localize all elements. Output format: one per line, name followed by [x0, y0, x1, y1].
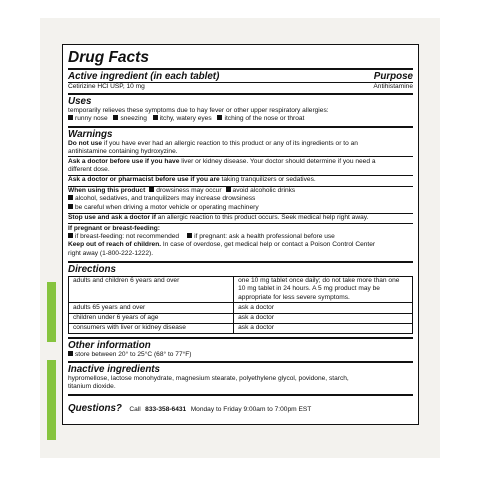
ask-pharmacist-label: Ask a doctor or pharmacist before use if you are — [68, 176, 220, 184]
bullet-icon — [153, 115, 158, 120]
directions-what: ask a doctor — [234, 313, 413, 323]
when-using-item: drowsiness may occur — [156, 187, 222, 195]
table-row — [69, 303, 413, 313]
uses-item: itchy, watery eyes — [159, 115, 212, 123]
ask-pharmacist-text: taking tranquilizers or sedatives. — [219, 176, 316, 184]
questions-heading: Questions? — [68, 402, 122, 414]
bullet-icon — [68, 233, 73, 238]
ask-doctor-label: Ask a doctor before use if you have — [68, 157, 180, 165]
pregnant-label: If pregnant or breast-feeding: — [68, 224, 160, 232]
bullet-icon — [113, 115, 118, 120]
directions-who: children under 6 years of age — [69, 313, 234, 323]
pregnant-item: if breast-feeding: not recommended — [75, 233, 180, 241]
questions-hours: Monday to Friday 9:00am to 7:00pm EST — [190, 405, 312, 413]
uses-item: runny nose — [75, 115, 108, 123]
inactive-ingredients-text: titanium dioxide. — [68, 383, 116, 391]
questions-section — [68, 396, 413, 417]
do-not-use-text: if you have ever had an allergic reaction to this product or any of its ingredients or to an — [102, 139, 358, 147]
table-row — [69, 313, 413, 323]
other-information-section — [68, 339, 413, 360]
active-ingredient-heading: Active ingredient (in each tablet) — [68, 71, 220, 82]
ask-doctor-text: liver or kidney disease. Your doctor should determine if you need a — [179, 157, 376, 165]
directions-what-line: 10 mg tablet in 24 hours. A 5 mg product may be — [238, 285, 380, 293]
directions-table — [68, 276, 413, 334]
stop-use-text: an allergic reaction to this product occurs. Seek medical help right away. — [155, 214, 369, 222]
panel-title: Drug Facts — [68, 49, 149, 66]
bullet-icon — [68, 195, 73, 200]
active-ingredient-value: Cetirizine HCl USP, 10 mg — [68, 83, 145, 90]
purpose-heading: Purpose — [373, 71, 413, 82]
uses-item: itching of the nose or throat — [224, 115, 305, 123]
directions-who: consumers with liver or kidney disease — [69, 323, 234, 333]
bullet-icon — [68, 351, 73, 356]
keep-out-text: right away (1-800-222-1222). — [68, 249, 154, 257]
table-row — [69, 323, 413, 333]
warnings-heading: Warnings — [68, 128, 113, 140]
green-stripe — [47, 360, 56, 400]
stop-use-block — [68, 213, 413, 224]
uses-section — [68, 95, 413, 124]
directions-who: adults 65 years and over — [69, 303, 234, 313]
ask-pharmacist-block — [68, 175, 413, 186]
directions-who: adults and children 6 years and over — [69, 276, 234, 303]
when-using-item: avoid alcoholic drinks — [232, 187, 296, 195]
green-stripe — [47, 282, 56, 342]
inactive-ingredients-heading: Inactive ingredients — [68, 364, 161, 376]
when-using-item: be careful when driving a motor vehicle or operating machinery — [75, 203, 259, 211]
do-not-use-block — [68, 140, 413, 156]
other-information-heading: Other information — [68, 339, 151, 351]
inactive-ingredients-section — [68, 363, 413, 392]
do-not-use-text: antihistamine containing hydroxyzine. — [68, 147, 178, 155]
keep-out-label: Keep out of reach of children. — [68, 241, 162, 249]
purpose-value: Antihistamine — [373, 83, 413, 90]
directions-what-line: appropriate for less severe symptoms. — [238, 293, 350, 301]
warnings-section — [68, 128, 413, 260]
bullet-icon — [149, 187, 154, 192]
uses-item: sneezing — [120, 115, 147, 123]
keep-out-text: In case of overdose, get medical help or contact a Poison Control Center — [161, 241, 376, 249]
directions-what: ask a doctor — [234, 323, 413, 333]
table-row — [69, 276, 413, 303]
do-not-use-label: Do not use — [68, 139, 103, 147]
pregnant-item: if pregnant: ask a health professional before use — [194, 233, 335, 241]
uses-heading: Uses — [68, 96, 92, 108]
green-stripe — [47, 400, 56, 440]
pregnant-block — [68, 223, 413, 258]
questions-call: Call — [129, 405, 141, 413]
other-information-item: store between 20° to 25°C (68° to 77°F) — [75, 350, 192, 358]
bullet-icon — [217, 115, 222, 120]
inactive-ingredients-text: hypromellose, lactose monohydrate, magnesium stearate, polyethylene glycol, povidone, starch, — [68, 375, 349, 383]
bullet-icon — [68, 204, 73, 209]
active-ingredient-section — [68, 70, 413, 92]
ask-doctor-block — [68, 156, 413, 175]
when-using-item: alcohol, sedatives, and tranquilizers may increase drowsiness — [75, 195, 256, 203]
questions-phone: 833-358-6431 — [145, 405, 187, 413]
drug-facts-panel — [62, 44, 419, 425]
stop-use-label: Stop use and ask a doctor if — [68, 214, 156, 222]
directions-what — [234, 276, 413, 303]
ask-doctor-text: different dose. — [68, 165, 110, 173]
when-using-block — [68, 186, 413, 213]
directions-what: ask a doctor — [234, 303, 413, 313]
directions-section — [68, 263, 413, 336]
directions-heading: Directions — [68, 263, 116, 275]
when-using-label: When using this product — [68, 187, 146, 195]
uses-intro: temporarily relieves these symptoms due to hay fever or other upper respiratory allergies: — [68, 107, 329, 115]
directions-what-line: one 10 mg tablet once daily; do not take more than one — [238, 277, 400, 285]
uses-list — [68, 115, 413, 123]
bullet-icon — [68, 115, 73, 120]
bullet-icon — [187, 233, 192, 238]
bullet-icon — [226, 187, 231, 192]
